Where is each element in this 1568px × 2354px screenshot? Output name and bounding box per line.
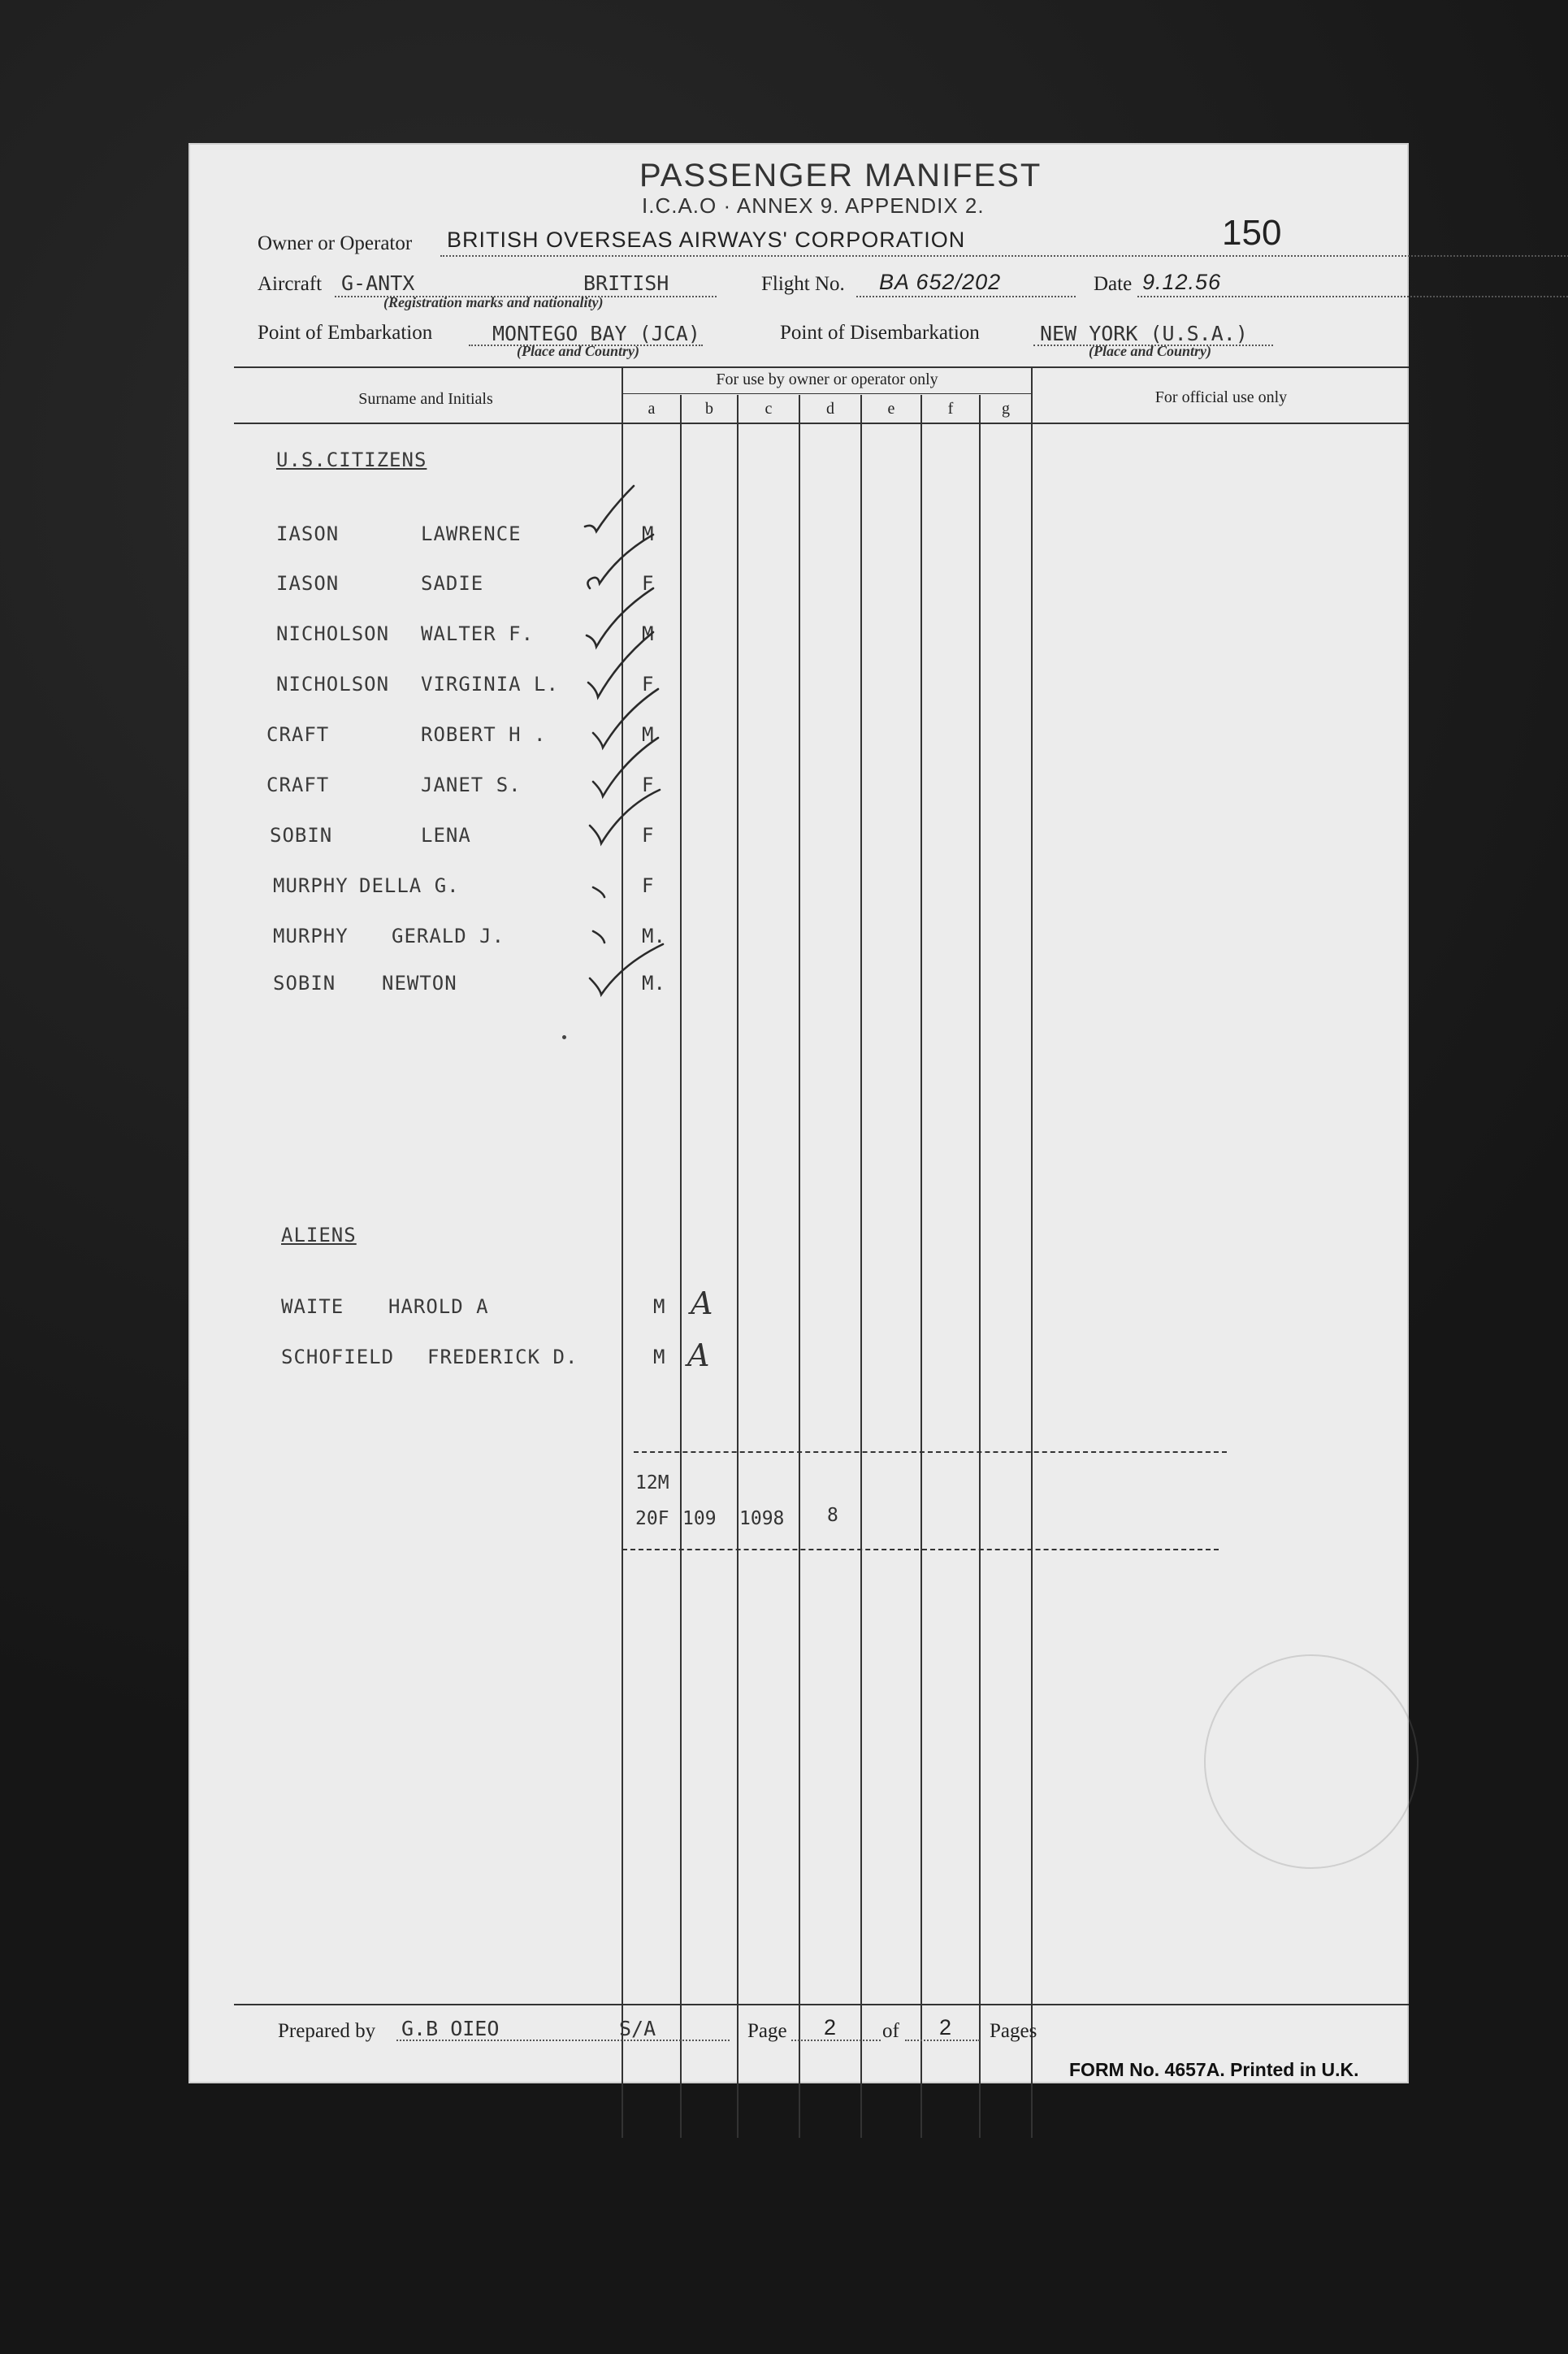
passenger-sex: F [642,673,654,696]
aircraft-label: Aircraft [258,273,323,295]
passenger-surname: MURPHY [273,925,349,947]
alien-surname: WAITE [281,1295,344,1318]
passenger-sex: M [642,723,654,746]
totals-top-rule [634,1451,1227,1453]
passenger-given: LENA [421,824,471,847]
prepared-value: G.B OIEO [401,2017,500,2040]
col-d-header: d [826,400,834,418]
passenger-surname: SOBIN [273,972,336,995]
totals-row2-a: 20F [635,1508,669,1529]
passenger-surname: IASON [276,572,340,595]
disembark-caption: (Place and Country) [1089,343,1211,359]
section-us-citizens: U.S.CITIZENS [276,449,427,471]
col-a-header: a [648,400,656,418]
footer-rule [234,2004,1409,2005]
passenger-surname: CRAFT [266,774,330,796]
flight-value: BA 652/202 [879,270,1002,294]
table-header-bottom-rule [234,423,1409,424]
embark-value: MONTEGO BAY (JCA) [492,322,700,345]
date-value: 9.12.56 [1142,270,1222,294]
official-use-header: For official use only [1154,388,1288,406]
passenger-given: DELLA G. [359,874,460,897]
passenger-surname: NICHOLSON [276,673,390,696]
page-value: 2 [824,2015,838,2040]
totals-row2-c: 1098 [739,1508,785,1529]
section-aliens: ALIENS [281,1224,357,1246]
document-title: PASSENGER MANIFEST [639,158,1042,193]
col-g-header: g [1002,400,1010,418]
passenger-surname: MURPHY [273,874,349,897]
passenger-given: ROBERT H . [421,723,547,746]
handwritten-check-marks [578,476,676,1029]
col-rule-b-left [680,395,682,2138]
col-b-header: b [705,400,713,418]
subheader-rule [622,393,1032,394]
col-rule-e-left [860,395,862,2138]
totals-row2-b: 109 [682,1508,717,1529]
of-label: of [882,2020,899,2042]
passenger-given: NEWTON [382,972,457,995]
page-label: Page [747,2020,787,2042]
passenger-sex: M [642,622,654,645]
col-f-header: f [947,400,954,418]
totals-row1-a: 12M [635,1472,669,1493]
sa-value: S/A [619,2017,656,2040]
alien-given: HAROLD A [388,1295,489,1318]
col-e-header: e [887,400,895,418]
alien-handwritten-mark: A [687,1337,710,1373]
passenger-given: VIRGINIA L. [421,673,559,696]
document-subtitle: I.C.A.O · ANNEX 9. APPENDIX 2. [642,193,985,218]
col-c-header: c [765,400,773,418]
ink-dot [562,1035,566,1039]
passenger-sex: M. [642,972,665,995]
passenger-surname: SOBIN [270,824,333,847]
passenger-surname: CRAFT [266,723,330,746]
passenger-given: JANET S. [421,774,522,796]
owner-value: BRITISH OVERSEAS AIRWAYS' CORPORATION [447,228,966,252]
alien-sex: M [653,1346,665,1368]
faint-stamp [1204,1654,1419,1869]
passenger-surname: IASON [276,522,340,545]
alien-sex: M [653,1295,665,1318]
form-number: FORM No. 4657A. Printed in U.K. [1069,2059,1359,2080]
passenger-sex: F [642,874,654,897]
embark-caption: (Place and Country) [517,343,639,359]
owner-label: Owner or Operator [258,232,413,254]
passenger-sex: F [642,824,654,847]
passenger-given: GERALD J. [392,925,505,947]
totals-row2-d: 8 [827,1505,838,1526]
passenger-sex: F [642,572,654,595]
manifest-page [188,143,1409,2083]
passenger-sex: M. [642,925,665,947]
alien-surname: SCHOFIELD [281,1346,395,1368]
nationality-value: BRITISH [583,271,669,295]
owner-use-header: For use by owner or operator only [716,371,938,388]
surname-header: Surname and Initials [358,390,493,408]
registration-caption: (Registration marks and nationality) [383,294,604,310]
col-rule-f-left [920,395,922,2138]
alien-given: FREDERICK D. [427,1346,578,1368]
embark-label: Point of Embarkation [258,322,433,344]
aircraft-value: G-ANTX [341,271,415,295]
disembark-value: NEW YORK (U.S.A.) [1040,322,1248,345]
passenger-given: LAWRENCE [421,522,522,545]
page-number: 150 [1222,213,1282,253]
passenger-given: WALTER F. [421,622,535,645]
passenger-given: SADIE [421,572,484,595]
prepared-label: Prepared by [278,2020,376,2042]
passenger-surname: NICHOLSON [276,622,390,645]
table-top-rule [234,366,1409,368]
col-rule-c-left [737,395,739,2138]
col-rule-g-left [979,395,981,2138]
pages-value: 2 [939,2015,953,2040]
totals-bottom-rule [622,1549,1219,1550]
passenger-sex: F [642,774,654,796]
flight-label: Flight No. [761,273,845,295]
col-rule-official-left [1031,366,1033,2138]
disembark-label: Point of Disembarkation [780,322,980,344]
alien-handwritten-mark: A [691,1285,713,1321]
date-label: Date [1094,273,1133,295]
col-rule-d-left [799,395,800,2138]
pages-label: Pages [990,2020,1037,2042]
passenger-sex: M [642,522,654,545]
